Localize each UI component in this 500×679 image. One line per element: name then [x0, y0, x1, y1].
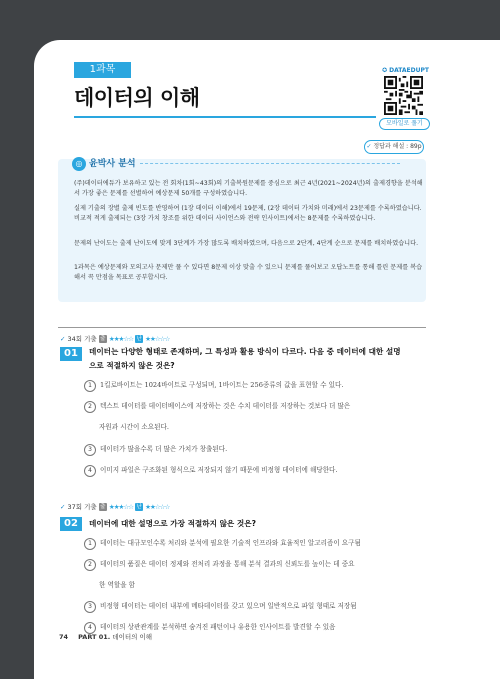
- check-icon: ✓: [60, 335, 66, 343]
- option-text: 데이터의 상관관계를 분석하면 숨겨진 패턴이나 유용한 인사이트를 발견할 수 있음: [100, 623, 336, 631]
- page-footer: [59, 632, 152, 641]
- analysis-paragraph: (주)데이터에듀가 보유하고 있는 전 회차(1회~43회)의 기출복원문제를 중심으로 최근 4년(2021~2024년)의 출제경향을 분석해서 가장 좋은 문제를 선별하여 예상문제 50개를 구성하였습니다.: [74, 180, 423, 197]
- analysis-heading: [72, 156, 400, 172]
- option-text: 데이터는 대규모인수록 처리와 분석에 필요한 기술적 인프라와 효율적인 알고리즘이 요구됨: [100, 539, 361, 547]
- option-text: 이미지 파일은 구조화된 형식으로 저장되지 않기 때문에 비정형 데이터에 해당한다.: [100, 466, 338, 474]
- analysis-badge-icon: ◎: [72, 157, 86, 171]
- mobile-solve-button[interactable]: 모바일로 풀기: [379, 118, 430, 130]
- answer-option[interactable]: [84, 600, 429, 613]
- option-number: 3: [84, 444, 96, 456]
- analysis-paragraph: 문제의 난이도는 출제 난이도에 맞게 3단계가 가장 많도록 배치하였으며, 다음으로 2단계, 4단계 순으로 문제를 배치하였습니다.: [74, 240, 419, 247]
- option-text: 비정형 데이터는 데이터 내부에 메타데이터를 갖고 있으며 일반적으로 파일 형태로 저장됨: [100, 602, 357, 610]
- option-text: 1킬로바이트는 1024바이트로 구성되며, 1바이트는 256종류의 값을 표현할 수 있다.: [100, 381, 344, 389]
- exam-label: 34회 기출: [67, 335, 97, 343]
- answer-option[interactable]: [84, 379, 429, 392]
- answer-option[interactable]: [84, 464, 429, 477]
- option-text: 한 역할을 함: [99, 581, 136, 589]
- frequency-stars: ★★★☆☆: [108, 503, 134, 511]
- subject-tag: 1과목: [74, 62, 131, 78]
- frequency-tag: 출: [100, 336, 106, 342]
- question-text: 데이터에 대한 설명으로 가장 적절하지 않은 것은?: [89, 519, 256, 528]
- answer-option[interactable]: [84, 400, 429, 434]
- exam-label: 37회 기출: [67, 503, 97, 511]
- analysis-heading-text: 윤박사 분석: [89, 159, 136, 169]
- page-number: 74: [59, 633, 69, 641]
- question-meta: [60, 334, 169, 344]
- question-text-line: 으로 적절하지 않은 것은?: [89, 361, 175, 370]
- chapter-title: 데이터의 이해: [74, 86, 200, 110]
- option-number: 1: [84, 538, 96, 550]
- analysis-paragraph: 실제 기출의 장별 출제 빈도를 반영하여 (1장 데이터 이해)에서 19문제, (2장 데이터 가치와 미래)에서 23문제를 수록하였습니다. 비교적 적게 출제되는 (3장 가치 창조를 위한 데이터 사이언스와 전략 인사이트)에서는 8문제를 수록하였습니다.: [74, 205, 422, 222]
- analysis-paragraph: 1과목은 예상문제와 모의고사 문제만 풀 수 있다면 8문제 이상 맞출 수 있으니 문제를 풀어보고 오답노트를 통해 틀린 문제를 복습해서 꼭 만점을 목표로 공부합시다.: [74, 264, 423, 281]
- part-title: 데이터의 이해: [112, 633, 153, 641]
- option-text: 데이터의 품질은 데이터 정제와 전처리 과정을 통해 분석 결과의 신뢰도를 높이는 데 중요: [100, 560, 355, 568]
- answer-option[interactable]: [84, 537, 429, 550]
- qr-code-icon[interactable]: [384, 76, 423, 115]
- part-label: PART 01.: [78, 633, 111, 641]
- option-number: 4: [84, 622, 96, 634]
- option-number: 3: [84, 601, 96, 613]
- difficulty-stars: ★★☆☆☆: [145, 335, 170, 343]
- question-text: [89, 345, 429, 373]
- question-number: 02: [60, 517, 82, 531]
- answer-option[interactable]: [84, 443, 429, 456]
- answer-reference-text: 정답과 해설 : 89p: [373, 143, 422, 150]
- option-number: 2: [84, 559, 96, 571]
- check-icon: ✓: [366, 143, 372, 150]
- frequency-tag: 출: [100, 504, 106, 510]
- answer-reference-badge: [364, 140, 424, 154]
- option-text: 자원과 시간이 소요된다.: [99, 423, 169, 431]
- option-number: 4: [84, 465, 96, 477]
- qr-brand-label: ✪ DATAEDUPT: [382, 67, 429, 74]
- title-underline: [74, 116, 376, 118]
- question-number: 01: [60, 347, 82, 361]
- difficulty-stars: ★★☆☆☆: [145, 503, 170, 511]
- difficulty-tag: 난: [136, 504, 142, 510]
- frequency-stars: ★★★☆☆: [108, 335, 134, 343]
- dashed-divider: [140, 163, 400, 164]
- difficulty-tag: 난: [136, 336, 142, 342]
- question-meta: [60, 502, 169, 512]
- option-text: 데이터가 많을수록 더 많은 가치가 창출된다.: [100, 445, 228, 453]
- option-text: 텍스트 데이터를 데이터베이스에 저장하는 것은 수치 데이터를 저장하는 것보다 더 많은: [100, 402, 351, 410]
- textbook-page: [34, 40, 500, 679]
- answer-option[interactable]: [84, 558, 429, 592]
- section-divider: [58, 327, 426, 328]
- option-number: 1: [84, 380, 96, 392]
- check-icon: ✓: [60, 503, 66, 511]
- option-number: 2: [84, 401, 96, 413]
- question-text-line: 데이터는 다양한 형태로 존재하며, 그 특성과 활용 방식이 다르다. 다음 중 데이터에 대한 설명: [89, 347, 401, 356]
